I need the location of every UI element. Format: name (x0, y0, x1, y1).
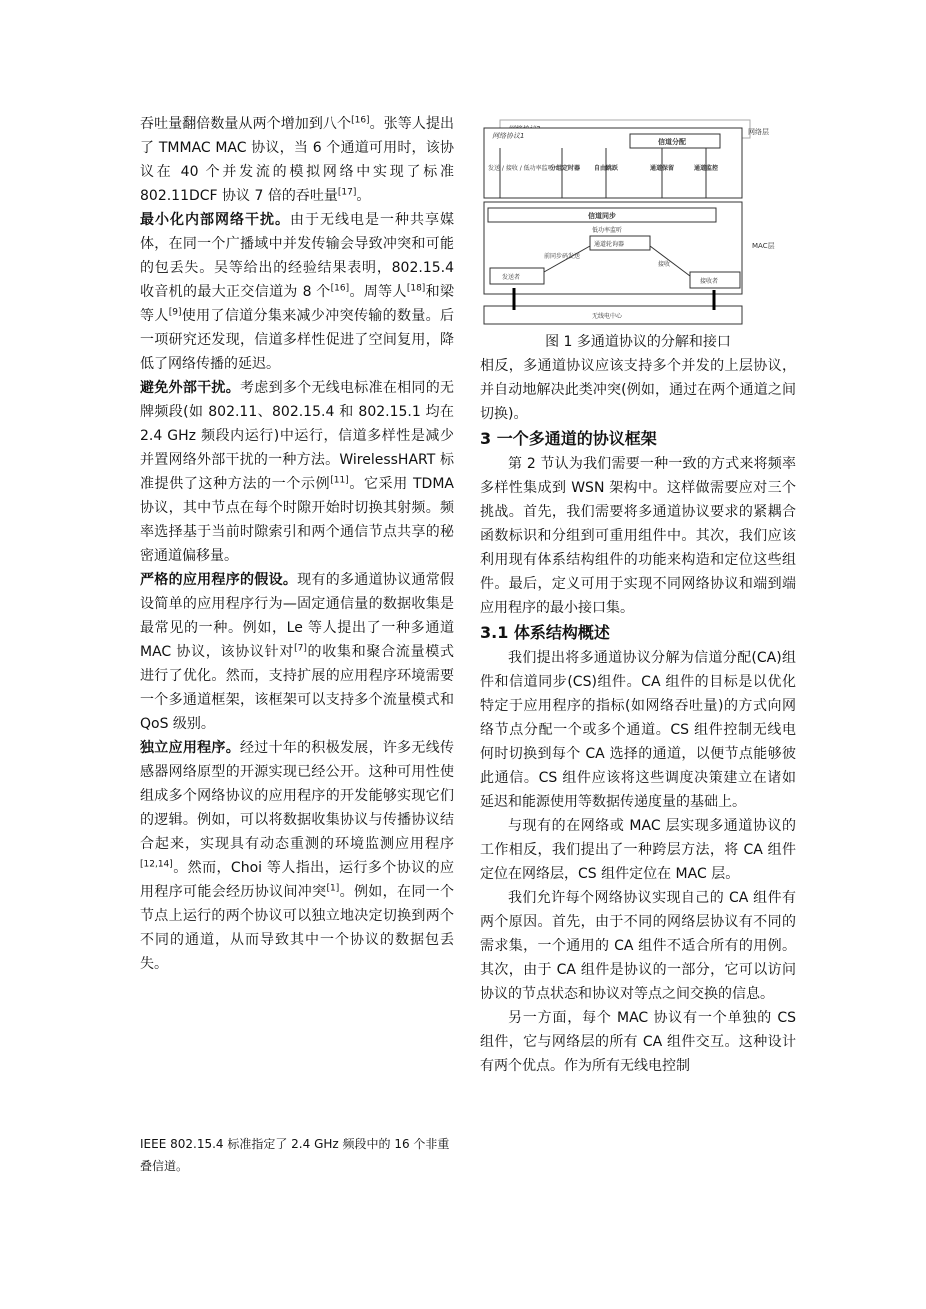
left-column (140, 112, 454, 976)
chan-reserve-label: 通道保留 (650, 165, 675, 172)
paragraph: 吞吐量翻倍数量从两个增加到八个[16]。张等人提出了 TMMAC MAC 协议，当 6 个通道可用时，该协议在 40 个并发流的模拟网络中实现了标准 802.11DCF 协议 7 倍的吞吐量[17]。 (140, 115, 455, 204)
chan-alloc-label: 信道分配 (658, 138, 686, 146)
paragraph: 避免外部干扰。考虑到多个无线电标准在相同的无牌频段(如 802.11、802.15.4 和 802.15.1 均在 2.4 GHz 频段内运行)中运行，信道多样性是减少并置网络外部干扰的一种方法。WirelessHART 标准提供了这种方法的一个示例[11]。它采用 TDMA 协议，其中节点在每个时隙开始时切换其射频。频率选择基于当前时隙索引和两个通信节点共享的秘密通道偏移量。 (140, 380, 454, 564)
paragraph-heading: 避免外部干扰。 (140, 380, 240, 396)
mac-layer-label: MAC层 (752, 242, 775, 250)
radio-center-label: 无线电中心 (592, 313, 623, 320)
figure-diagram (480, 118, 780, 328)
paragraph: 另一方面，每个 MAC 协议有一个单独的 CS 组件，它与网络层的所有 CA 组件交互。这种设计有两个优点。作为所有无线电控制 (480, 1010, 796, 1074)
paragraph-heading: 最小化内部网络干扰。 (140, 212, 290, 228)
chan-monitor-label: 通道监控 (694, 165, 719, 172)
split-timer-label: 分组定时器 (550, 165, 581, 172)
recv-label: 接收 (658, 261, 671, 268)
section-heading: 3 一个多通道的协议框架 (480, 429, 657, 448)
chan-sync-label: 信道同步 (588, 212, 616, 220)
paragraph: 我们提出将多通道协议分解为信道分配(CA)组件和信道同步(CS)组件。CA 组件的目标是以优化特定于应用程序的指标(如网络吞吐量)的方式向网络节点分配一个或多个通道。CS 组件控制无线电何时切换到每个 CA 选择的通道，以便节点能够彼此通信。CS 组件应该将这些调度决策建立在诸如延迟和能源使用等数据传递度量的基础上。 (480, 650, 796, 810)
paragraph-heading: 独立应用程序。 (140, 740, 240, 756)
paragraph: 最小化内部网络干扰。由于无线电是一种共享媒体，在同一个广播域中并发传输会导致冲突和可能的包丢失。吴等给出的经验结果表明，802.15.4 收音机的最大正交信道为 8 个[16]。周等人[18]和梁等人[9]使用了信道分集来减少冲突传输的数量。后一项研究还发现，信道多样性促进了空间复用，降低了网络传播的延迟。 (140, 212, 455, 372)
receiver-label: 接收者 (700, 278, 719, 285)
paragraph: 独立应用程序。经过十年的积极发展，许多无线传感器网络原型的开源实现已经公开。这种可用性使组成多个网络协议的应用程序的开发能够实现它们的逻辑。例如，可以将数据收集协议与传播协议结合起来，实现具有动态重测的环境监测应用程序[12,14]。然而，Choi 等人指出，运行多个协议的应用程序可能会经历协议间冲突[1]。例如，在同一个节点上运行的两个协议可以独立地决定切换到两个不同的通道，从而导致其中一个协议的数据包丢失。 (140, 740, 455, 972)
lpl-label: 低功率监听 (592, 227, 623, 234)
sender-label: 发送者 (502, 274, 521, 281)
right-column (480, 330, 796, 1078)
paragraph: 与现有的在网络或 MAC 层实现多通道协议的工作相反，我们提出了一种跨层方法，将 CA 组件定位在网络层，CS 组件定位在 MAC 层。 (480, 818, 796, 882)
footnote: IEEE 802.15.4 标准指定了 2.4 GHz 频段中的 16 个非重叠信道。 (140, 1137, 450, 1173)
free-hop-label: 自由跳跃 (594, 165, 619, 172)
paragraph: 严格的应用程序的假设。现有的多通道协议通常假设简单的应用程序行为—固定通信量的数据收集是最常见的一种。例如，Le 等人提出了一种多通道 MAC 协议，该协议针对[7]的收集和聚合流量模式进行了优化。然而，支持扩展的应用程序环境需要一个多通道框架，该框架可以支持多个流量模式和 QoS 级别。 (140, 572, 455, 732)
paragraph-heading: 严格的应用程序的假设。 (140, 572, 298, 588)
proto1-label: 网络协议1 (492, 132, 525, 140)
net-layer-label: 网络层 (748, 128, 769, 136)
paragraph: 第 2 节认为我们需要一种一致的方式来将频率多样性集成到 WSN 架构中。这样做需要应对三个挑战。首先，我们需要将多通道协议要求的紧耦合函数标识和分组到可重用组件中。其次，我们应该利用现有体系结构组件的功能来构造和定位这些组件。最后，定义可用于实现不同网络协议和端到端应用程序的最小接口集。 (480, 456, 796, 616)
send-recv-label: 发送 / 接收 / 低功率监听 (488, 165, 554, 172)
chan-poll-label: 通道轮询器 (594, 241, 625, 248)
pre-sync-label: 前同步码发送 (544, 253, 581, 260)
figure-caption: 图 1 多通道协议的分解和接口 (545, 334, 731, 350)
paragraph: 相反，多通道协议应该支持多个并发的上层协议，并自动地解决此类冲突(例如，通过在两个通道之间切换)。 (480, 358, 796, 422)
paragraph: 我们允许每个网络协议实现自己的 CA 组件有两个原因。首先，由于不同的网络层协议有不同的需求集，一个通用的 CA 组件不适合所有的用例。其次，由于 CA 组件是协议的一部分，它可以访问协议的节点状态和协议对等点之间交换的信息。 (480, 890, 796, 1002)
subsection-heading: 3.1 体系结构概述 (480, 623, 610, 642)
